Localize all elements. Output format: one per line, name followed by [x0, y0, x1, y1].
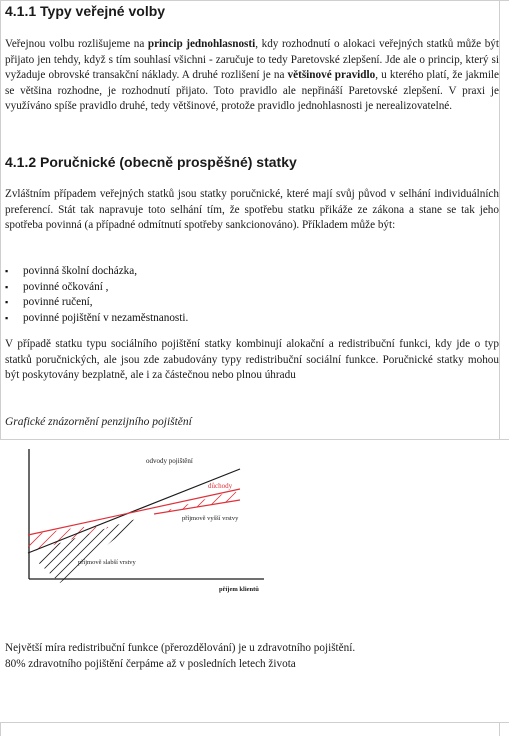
label-slabsi-vrstvy: příjmově slabší vrstvy [78, 559, 136, 566]
text-run: Veřejnou volbu rozlišujeme na [5, 38, 148, 50]
pension-insurance-diagram [26, 447, 276, 597]
paragraph-zdravotni-pojisteni [5, 641, 499, 672]
lower-hatch [26, 517, 146, 597]
label-vyssi-vrstvy: příjmově vyšší vrstvy [182, 515, 239, 522]
paragraph-porucnicke-statky: Zvláštním případem veřejných statků jsou statky poručnické, které mají svůj původ v selhání individuálních preferencí. Stát tak napravuje toto selhání tím, že spotřebu statku přikáže ze zákona a stane se tak jeho spotřeba povinná (a případné odmítnutí spotřeby sankcionováno). Příkladem může být: [5, 188, 499, 231]
list-item: ▪ povinná školní docházka, [5, 264, 188, 280]
figure-caption: Grafické znázornění penzijního pojištění [5, 416, 192, 428]
text-line: Největší míra redistribuční funkce (přerozdělování) je u zdravotního pojištění. [5, 642, 356, 654]
list-item: ▪ povinné očkování , [5, 280, 188, 296]
pensions-line-upper [154, 500, 240, 514]
text-line: 80% zdravotního pojištění čerpáme až v posledních letech života [5, 657, 296, 670]
page-break-line-2 [0, 722, 509, 723]
label-duchody: důchody [208, 482, 233, 490]
label-x-axis: příjem klientů [219, 586, 259, 593]
section-heading-porucnicke-statky: 4.1.2 Poručnické (obecně prospěšné) statky [5, 154, 297, 170]
list-item: ▪ povinné ručení, [5, 295, 188, 311]
list-item: ▪ povinné pojištění v nezaměstnanosti. [5, 311, 188, 327]
paragraph-socialni-pojisteni: V případě statku typu sociálního pojištění statky kombinují alokační a redistribuční funkci, kdy jde o typ statků poručnických, ale jsou zde zabudovány typy redistribuční sociální funkce. Poručnické statky mohou být poskytovány bezplatně, ale i za částečnou nebo plnou úhradu [5, 338, 499, 381]
page-border-right-2 [499, 722, 500, 736]
pensions-line [28, 489, 240, 535]
text-run: , u kterého platí, že jakmile se většina rozhodne, je rozhodnutí přijato. Toto pravidlo ale nepřináší Paretovské zlepšení. V praxi je využíváno spíše pravidlo druhé, tedy většinové, protože pravidlo jednohlasnosti je nerealizovatelné. [5, 69, 499, 112]
bold-term: princip jednohlasnosti [147, 38, 256, 50]
page-border-left-2 [0, 722, 1, 736]
label-odvody: odvody pojištění [146, 457, 193, 465]
section-heading-typy-verejne-volby: 4.1.1 Typy veřejné volby [5, 3, 166, 19]
page-border-top [0, 0, 509, 1]
examples-bullet-list [5, 264, 188, 326]
paragraph-verejna-volba [5, 37, 499, 115]
text-run: , kdy rozhodnutí o alokaci veřejných statků může být přijato jen tehdy, když s tím souhlasí všichni - zaručuje to tedy Paretovské zlepšení. Jde ale o princip, který si vyžaduje obrovské transakční náklady. A druhé rozlišení je na [5, 38, 500, 81]
page-break-line [0, 439, 509, 440]
page-border-left [0, 0, 1, 440]
page-border-right [499, 0, 500, 440]
bold-term: většinové pravidlo [287, 69, 376, 81]
